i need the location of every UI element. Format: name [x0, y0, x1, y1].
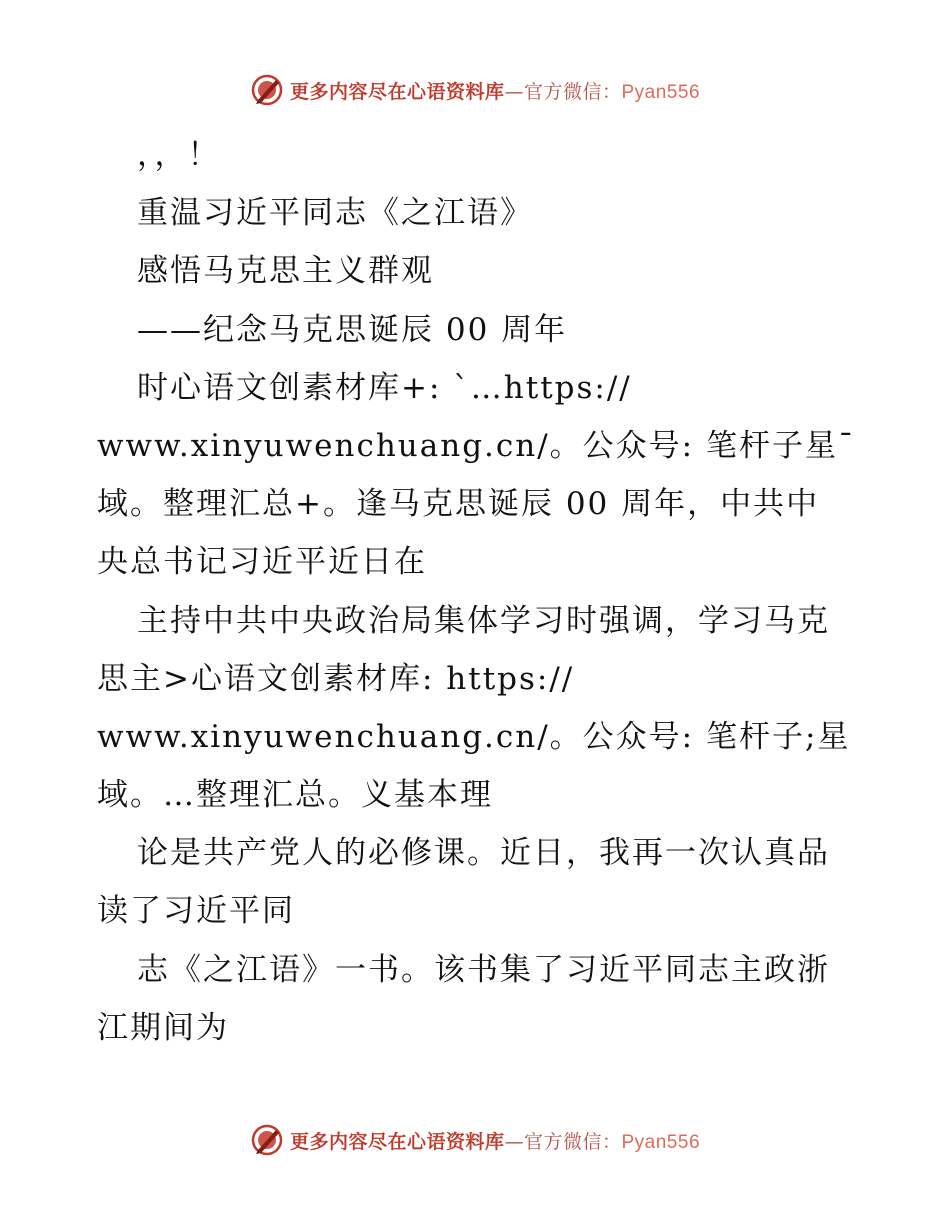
header-banner	[0, 70, 950, 110]
doc-line: ——纪念马克思诞辰 00 周年	[137, 311, 568, 348]
pen-seal-icon	[250, 73, 284, 107]
doc-line: 论是共产党人的必修课。近日，我再一次认真品	[137, 835, 830, 872]
doc-line: 志《之江语》一书。该书集了习近平同志主政浙	[137, 951, 830, 988]
doc-line: 感悟马克思主义群观	[137, 253, 434, 290]
wechat-id: Pyan556	[621, 81, 701, 103]
doc-line: 江期间为	[97, 1009, 229, 1046]
wechat-label: 官方微信：	[523, 1130, 622, 1153]
site-text: 更多内容尽在心语资料库	[289, 80, 505, 103]
doc-line: 读了习近平同	[97, 893, 295, 930]
doc-line: 时心语文创素材库+: `…https://	[137, 369, 632, 406]
doc-line: 主持中共中央政治局集体学习时强调，学习马克	[137, 602, 830, 639]
pen-seal-icon	[250, 1123, 284, 1157]
banner-separator: —	[504, 1130, 524, 1153]
footer-banner-text	[290, 1127, 700, 1154]
wechat-label: 官方微信：	[523, 80, 622, 103]
doc-line: www.xinyuwenchuang.cn/。公众号: 笔杆子;星	[97, 718, 851, 755]
footer-banner	[0, 1120, 950, 1160]
banner-separator: —	[504, 80, 524, 103]
document-body	[97, 126, 857, 1057]
doc-line: www.xinyuwenchuang.cn/。公众号: 笔杆子星¯	[97, 427, 856, 464]
doc-line: 重温习近平同志《之江语》	[137, 195, 533, 232]
doc-line: 央总书记习近平近日在	[97, 544, 427, 581]
doc-line: 域。整理汇总+。逢马克思诞辰 00 周年，中共中	[97, 486, 820, 523]
header-banner-text	[290, 77, 700, 104]
doc-line: 域。…整理汇总。义基本理	[97, 777, 493, 814]
doc-line: ，，！	[137, 137, 221, 173]
doc-line: 思主>心语文创素材库: https://	[97, 660, 575, 697]
site-text: 更多内容尽在心语资料库	[289, 1130, 505, 1153]
wechat-id: Pyan556	[621, 1131, 701, 1153]
